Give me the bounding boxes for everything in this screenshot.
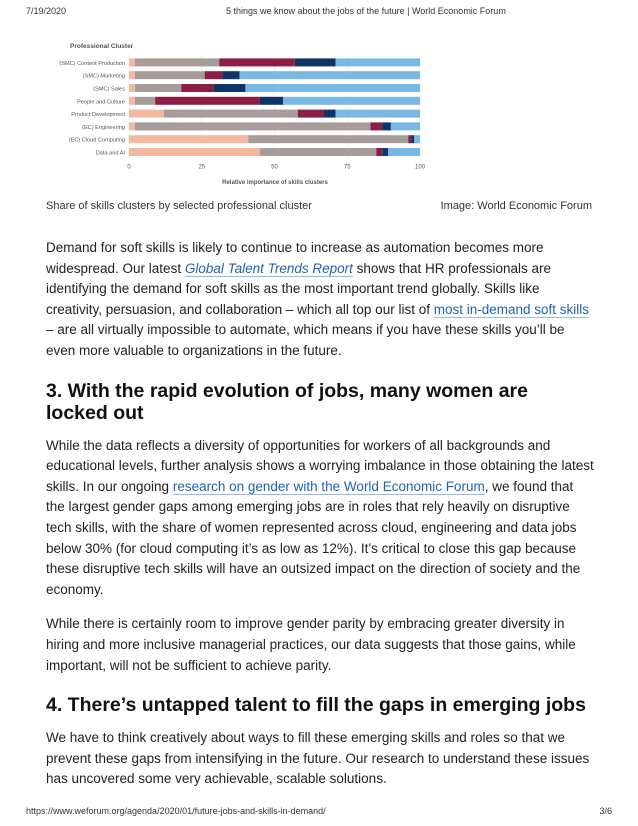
- bar-segment: [129, 122, 135, 130]
- bar-segment: [382, 122, 391, 130]
- paragraph-text: , we found that the largest gender gaps among emerging jobs are in roles that rely heavily on disruptive tech skills, with the share of women represented across cloud, engineering and data jobs below 30% (for cloud computing it’s as low as 12%). It’s critical to close this gap because these disruptive tech skills will have an outsized impact on the direction of society and the economy.: [46, 478, 581, 597]
- bar-segment: [129, 71, 135, 79]
- bar-segment: [129, 97, 135, 105]
- bar-segment: [324, 110, 336, 118]
- bar-segment: [129, 135, 248, 143]
- article-body: [46, 238, 594, 804]
- category-label: (EC) Engineering: [82, 124, 125, 131]
- bar-segment: [260, 148, 376, 156]
- paragraph-gender-parity: While there is certainly room to improve gender parity by embracing greater diversity in hiring and more inclusive managerial practices, our data suggests that those gains, while important, will not be sufficient to achieve parity.: [46, 616, 576, 673]
- bar-segment: [260, 97, 283, 105]
- soft-skills-link[interactable]: most in-demand soft skills: [433, 301, 590, 317]
- bar-segment: [414, 135, 420, 143]
- x-tick-label: 25: [198, 164, 206, 171]
- caption-text: Share of skills clusters by selected professional cluster: [46, 200, 312, 212]
- category-label: Data and AI: [95, 150, 125, 157]
- chart-svg: [46, 36, 606, 196]
- bar-segment: [245, 84, 420, 92]
- global-talent-trends-link[interactable]: Global Talent Trends Report: [184, 260, 353, 276]
- bar-segment: [248, 135, 408, 143]
- x-tick-label: 0: [127, 164, 131, 171]
- category-label: (SMC) Sales: [93, 86, 125, 93]
- bar-segment: [135, 97, 155, 105]
- section-heading-4: 4. There’s untapped talent to fill the gaps in emerging jobs: [46, 694, 586, 717]
- bar-segment: [388, 148, 420, 156]
- bar-segment: [382, 148, 388, 156]
- bar-segment: [135, 84, 182, 92]
- bar-segment: [391, 122, 420, 130]
- bar-segment: [135, 71, 205, 79]
- bar-segment: [181, 84, 213, 92]
- category-label: (SMC) Marketing: [82, 73, 125, 80]
- category-label: Product Development: [71, 112, 125, 119]
- bar-segment: [222, 71, 239, 79]
- bar-segment: [411, 135, 414, 143]
- paragraph-soft-skills: [46, 238, 594, 362]
- bar-segment: [129, 58, 135, 66]
- x-tick-label: 50: [271, 164, 278, 171]
- bar-segment: [164, 110, 298, 118]
- bar-segment: [295, 58, 336, 66]
- print-page-title: 5 things we know about the jobs of the future | World Economic Forum: [226, 6, 506, 16]
- paragraph-text: shows that HR professionals are identifying the demand for soft skills as the most important trend globally. Skills like creativity, persuasion, and collaboration – which all top our list of: [46, 260, 552, 317]
- category-label: People and Culture: [77, 99, 125, 106]
- print-url: https://www.weforum.org/agenda/2020/01/future-jobs-and-skills-in-demand/: [26, 806, 326, 816]
- gender-research-link[interactable]: research on gender with the World Economic Forum: [172, 478, 485, 494]
- x-tick-label: 75: [343, 164, 351, 171]
- bar-segment: [135, 58, 219, 66]
- x-tick-label: 100: [414, 164, 426, 171]
- bar-segment: [129, 84, 135, 92]
- paragraph-text: While the data reflects a diversity of opportunities for workers of all backgrounds and educational levels, further analysis shows a worrying imbalance in those obtaining the latest skills. In our ongoing: [46, 437, 594, 494]
- chart-title: Professional Cluster: [70, 43, 134, 50]
- image-credit: Image: World Economic Forum: [440, 200, 592, 212]
- bar-segment: [408, 135, 411, 143]
- skills-cluster-chart: [46, 36, 606, 196]
- section-heading-3: 3. With the rapid evolution of jobs, many women are locked out: [46, 379, 528, 424]
- paragraph-text: Demand for soft skills is likely to continue to increase as automation becomes more widespread. Our latest: [46, 240, 544, 276]
- print-footer: [26, 806, 612, 820]
- bar-segment: [336, 110, 420, 118]
- paragraph-untapped-talent: We have to think creatively about ways to fill these emerging skills and roles so that we prevent these gaps from intensifying in the future. Our research to understand these issues has uncovered some very achievable, scalable solutions.: [46, 730, 590, 787]
- paragraph-gender-gap: [46, 436, 594, 601]
- paragraph-text: – are all virtually impossible to automate, which means if you have these skills you’ll be even more valuable to organizations in the future.: [46, 322, 565, 358]
- category-label: (EC) Cloud Computing: [68, 137, 125, 144]
- print-header: [26, 6, 612, 20]
- bar-segment: [376, 148, 382, 156]
- category-label: (SMC) Content Production: [59, 60, 125, 67]
- bar-segment: [371, 122, 383, 130]
- bar-segment: [155, 97, 260, 105]
- bar-segment: [213, 84, 245, 92]
- bar-segment: [205, 71, 222, 79]
- bar-segment: [129, 148, 260, 156]
- bar-segment: [219, 58, 295, 66]
- bar-segment: [135, 122, 371, 130]
- bar-segment: [129, 110, 164, 118]
- chart-x-axis-label: Relative importance of skills clusters: [222, 180, 328, 186]
- print-page-number: 3/6: [599, 806, 612, 816]
- bar-segment: [283, 97, 420, 105]
- bar-segment: [298, 110, 324, 118]
- print-date: 7/19/2020: [26, 6, 67, 16]
- bar-segment: [240, 71, 420, 79]
- bar-segment: [336, 58, 420, 66]
- image-caption: [46, 200, 592, 216]
